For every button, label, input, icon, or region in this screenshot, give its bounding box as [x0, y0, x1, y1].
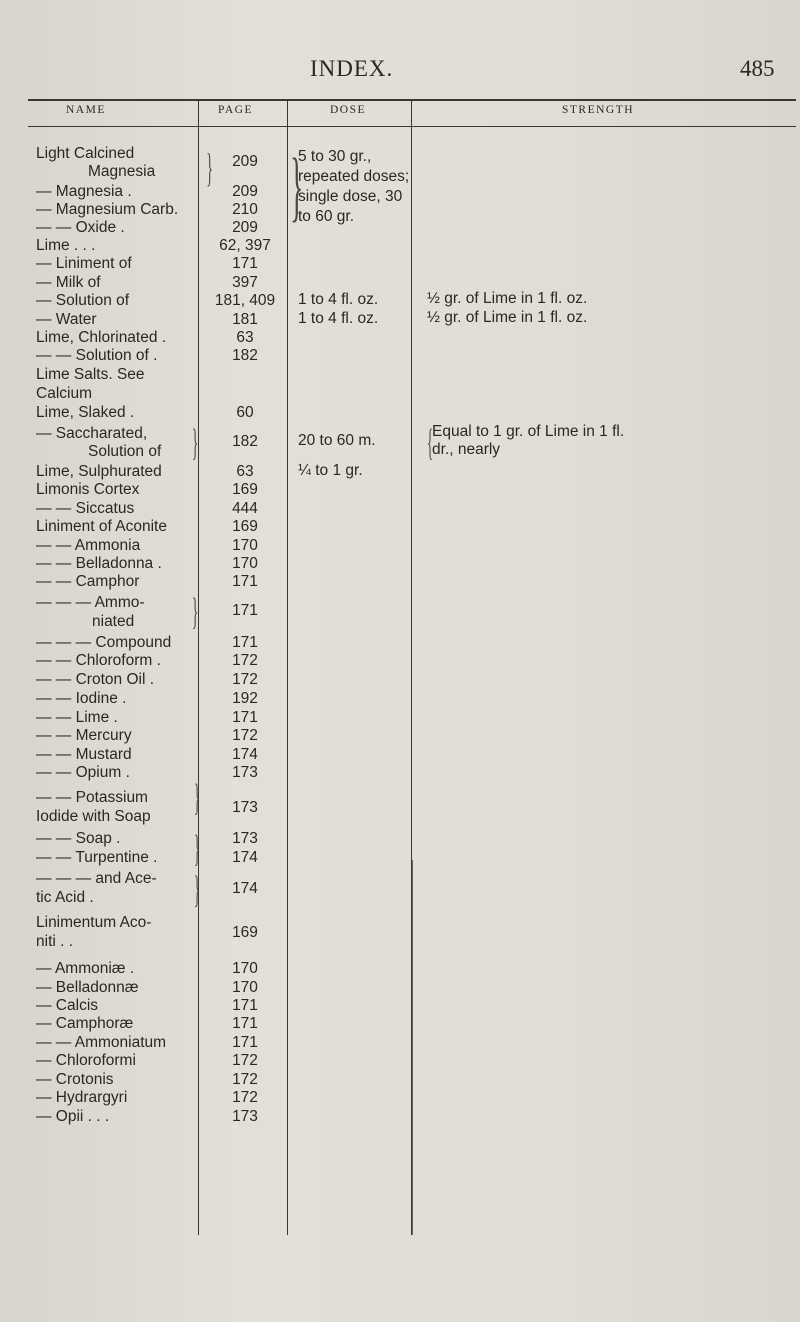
- entry-page: 181: [232, 311, 258, 328]
- entry-name: — — — Ammo-: [36, 594, 145, 611]
- entry-name: — Camphoræ: [36, 1015, 134, 1032]
- column-divider: [287, 100, 288, 1235]
- column-header-strength: STRENGTH: [562, 104, 635, 116]
- entry-name: — — Oxide .: [36, 219, 125, 236]
- header-rule: [28, 126, 796, 127]
- entry-name: niated: [92, 613, 135, 630]
- dose-cell: 5 to 30 gr., repeated doses; single dose, 30 to 60 gr.: [298, 148, 410, 225]
- entry-page: 210: [232, 201, 258, 218]
- entry-name: — — Iodine .: [36, 690, 127, 707]
- top-rule: [28, 99, 796, 101]
- entry-page: 173: [232, 764, 258, 781]
- entry-name: Iodide with Soap: [36, 808, 151, 825]
- entry-page: 173: [232, 1108, 258, 1125]
- entry-page: 397: [232, 274, 258, 291]
- entry-name: — — Turpentine .: [36, 849, 158, 866]
- column-header-name: NAME: [66, 104, 106, 116]
- entry-page: 172: [232, 1089, 258, 1106]
- entry-page: 169: [232, 518, 258, 535]
- entry-page: 174: [232, 849, 258, 866]
- entry-name: Linimentum Aco-: [36, 914, 152, 931]
- entry-name: — — Soap .: [36, 830, 121, 847]
- entry-page: 170: [232, 537, 258, 554]
- entry-page: 171: [232, 602, 258, 619]
- column-header-dose: DOSE: [330, 104, 367, 116]
- brace-mark: }: [193, 869, 201, 911]
- entry-name: Liniment of Aconite: [36, 518, 167, 535]
- brace-mark: {: [426, 422, 434, 464]
- entry-name: — — Mustard: [36, 746, 132, 763]
- entry-page: 172: [232, 1052, 258, 1069]
- entry-strength: dr., nearly: [432, 441, 501, 458]
- entry-name: — — Ammonia: [36, 537, 141, 554]
- running-head-title: INDEX.: [310, 56, 394, 81]
- entry-name: — Magnesium Carb.: [36, 201, 179, 218]
- entry-name: — — Chloroform .: [36, 652, 161, 669]
- entry-name: — — Croton Oil .: [36, 671, 154, 688]
- entry-name: Lime, Sulphurated: [36, 463, 162, 480]
- entry-name: — — Belladonna .: [36, 555, 162, 572]
- brace-mark: }: [206, 145, 213, 190]
- brace-mark: }: [191, 591, 199, 633]
- entry-page: 173: [232, 799, 258, 816]
- entry-page: 174: [232, 746, 258, 763]
- entry-name: — — Solution of .: [36, 347, 158, 364]
- entry-name: — — — and Ace-: [36, 870, 157, 887]
- entry-page: 209: [232, 153, 258, 170]
- entry-name: — Solution of: [36, 292, 130, 309]
- entry-page: 172: [232, 1071, 258, 1088]
- entry-name: — Ammoniæ .: [36, 960, 135, 977]
- entry-strength: Equal to 1 gr. of Lime in 1 fl.: [432, 423, 625, 440]
- entry-page: 172: [232, 727, 258, 744]
- entry-page: 170: [232, 960, 258, 977]
- entry-name: Limonis Cortex: [36, 481, 140, 498]
- entry-name: Solution of: [88, 443, 162, 460]
- entry-name: — — Siccatus: [36, 500, 135, 517]
- entry-page: 171: [232, 1015, 258, 1032]
- running-head: [0, 56, 800, 84]
- entry-page: 169: [232, 481, 258, 498]
- entry-name: — Belladonnæ: [36, 979, 139, 996]
- entry-dose: 1 to 4 fl. oz.: [298, 291, 379, 308]
- brace-mark: }: [193, 777, 201, 819]
- entry-name: — Opii . . .: [36, 1108, 110, 1125]
- entry-page: 209: [232, 183, 258, 200]
- brace-mark: }: [191, 422, 199, 464]
- entry-page: 173: [232, 830, 258, 847]
- entry-page: 209: [232, 219, 258, 236]
- entry-name: tic Acid .: [36, 889, 94, 906]
- entry-page: 60: [236, 404, 254, 421]
- entry-strength: ½ gr. of Lime in 1 fl. oz.: [427, 290, 588, 307]
- entry-name: — Water: [36, 311, 97, 328]
- entry-name: — — Opium .: [36, 764, 130, 781]
- entry-page: 170: [232, 555, 258, 572]
- entry-dose: 20 to 60 m.: [298, 432, 376, 449]
- entry-name: Calcium: [36, 385, 92, 402]
- entry-page: 171: [232, 709, 258, 726]
- entry-name: — — Potassium: [36, 789, 148, 806]
- entry-page: 171: [232, 255, 258, 272]
- brace-mark: }: [193, 828, 201, 870]
- entry-page: 171: [232, 997, 258, 1014]
- entry-strength: ½ gr. of Lime in 1 fl. oz.: [427, 309, 588, 326]
- entry-name: niti . .: [36, 933, 74, 950]
- entry-dose: 1 to 4 fl. oz.: [298, 310, 379, 327]
- page-number: 485: [740, 56, 775, 81]
- entry-name: — Liniment of: [36, 255, 132, 272]
- entry-page: 63: [236, 329, 254, 346]
- entry-name: Lime, Slaked .: [36, 404, 135, 421]
- column-header-page: PAGE: [218, 104, 253, 116]
- brace-mark: }: [290, 142, 304, 229]
- column-divider: [198, 100, 199, 150]
- entry-name: — Crotonis: [36, 1071, 114, 1088]
- entry-name: — Saccharated,: [36, 425, 148, 442]
- entry-page: 171: [232, 1034, 258, 1051]
- entry-page: 182: [232, 347, 258, 364]
- entry-page: 182: [232, 433, 258, 450]
- entry-name: — Magnesia .: [36, 183, 132, 200]
- column-divider: [198, 150, 199, 1235]
- entry-name: — — Mercury: [36, 727, 132, 744]
- entry-page: 192: [232, 690, 258, 707]
- entry-dose: ¼ to 1 gr.: [298, 462, 363, 479]
- entry-page: 172: [232, 671, 258, 688]
- entry-name: — Calcis: [36, 997, 99, 1014]
- entry-name: Lime, Chlorinated .: [36, 329, 167, 346]
- entry-page: 62, 397: [219, 237, 271, 254]
- entry-page: 181, 409: [214, 292, 276, 309]
- entry-page: 172: [232, 652, 258, 669]
- column-divider: [412, 860, 413, 1235]
- entry-name: Magnesia: [88, 163, 156, 180]
- entry-name: Lime Salts. See: [36, 366, 145, 383]
- entry-name: — — — Compound: [36, 634, 172, 651]
- entry-name: — Hydrargyri: [36, 1089, 128, 1106]
- entry-page: 444: [232, 500, 258, 517]
- entry-page: 171: [232, 634, 258, 651]
- entry-name: Light Calcined: [36, 145, 135, 162]
- entry-name: Lime . . .: [36, 237, 96, 254]
- entry-name: — Chloroformi: [36, 1052, 136, 1069]
- entry-page: 171: [232, 573, 258, 590]
- entry-page: 170: [232, 979, 258, 996]
- entry-name: — — Camphor: [36, 573, 140, 590]
- entry-page: 174: [232, 880, 258, 897]
- entry-name: — — Ammoniatum: [36, 1034, 167, 1051]
- entry-page: 169: [232, 924, 258, 941]
- entry-name: — Milk of: [36, 274, 101, 291]
- entry-name: — — Lime .: [36, 709, 118, 726]
- entry-page: 63: [236, 463, 254, 480]
